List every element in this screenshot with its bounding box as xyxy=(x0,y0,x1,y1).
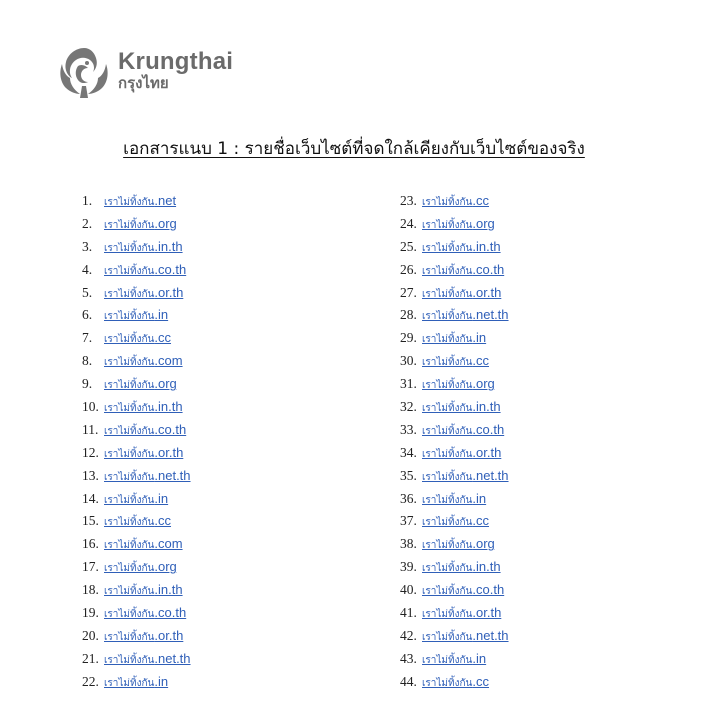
domain-extension: .org xyxy=(154,215,177,231)
list-item-number: 21. xyxy=(82,650,99,666)
list-item xyxy=(82,556,191,579)
domain-extension: .or.th xyxy=(472,605,502,621)
domain-name: เราไม่ทิ้งกัน xyxy=(104,242,155,254)
domain-extension: .or.th xyxy=(472,444,502,460)
list-item xyxy=(400,488,509,511)
list-item xyxy=(400,510,509,533)
domain-link[interactable] xyxy=(422,556,501,579)
domain-extension: .org xyxy=(472,215,495,231)
domain-link[interactable] xyxy=(422,465,509,488)
list-item-number: 11. xyxy=(82,421,99,437)
domain-name: เราไม่ทิ้งกัน xyxy=(104,563,155,575)
list-item xyxy=(400,579,509,602)
domain-name: เราไม่ทิ้งกัน xyxy=(422,631,473,643)
domain-link[interactable] xyxy=(104,510,171,533)
domain-link[interactable] xyxy=(422,396,501,419)
list-item-number: 25. xyxy=(400,238,417,254)
domain-link[interactable] xyxy=(104,213,177,236)
list-item-number: 33. xyxy=(400,421,417,437)
list-item xyxy=(400,282,509,305)
domain-name: เราไม่ทิ้งกัน xyxy=(422,471,473,483)
list-item xyxy=(400,465,509,488)
domain-name: เราไม่ทิ้งกัน xyxy=(422,494,473,506)
domain-name: เราไม่ทิ้งกัน xyxy=(104,471,155,483)
domain-link[interactable] xyxy=(422,533,495,556)
list-item xyxy=(82,350,191,373)
domain-name: เราไม่ทิ้งกัน xyxy=(422,357,473,369)
domain-extension: .in.th xyxy=(154,582,183,598)
list-item-number: 1. xyxy=(82,193,93,208)
list-item xyxy=(82,533,191,556)
domain-link[interactable] xyxy=(104,556,177,579)
domain-name: เราไม่ทิ้งกัน xyxy=(104,586,155,598)
list-item xyxy=(82,327,191,350)
domain-link[interactable] xyxy=(104,579,183,602)
list-item-number: 35. xyxy=(400,467,417,483)
list-item xyxy=(82,419,191,442)
logo-thai-text: กรุงไทย xyxy=(118,75,169,92)
list-item-number: 5. xyxy=(82,284,93,300)
domain-extension: .org xyxy=(154,376,177,392)
domain-link[interactable] xyxy=(422,419,504,442)
domain-link[interactable] xyxy=(422,213,495,236)
logo-english-text: Krungthai xyxy=(118,48,234,75)
domain-link[interactable] xyxy=(104,327,171,350)
domain-extension: .or.th xyxy=(154,284,184,300)
domain-link[interactable] xyxy=(104,671,168,694)
domain-link[interactable] xyxy=(422,190,489,213)
list-item xyxy=(82,236,191,259)
domain-name: เราไม่ทิ้งกัน xyxy=(104,265,155,277)
domain-link[interactable] xyxy=(422,579,504,602)
domain-extension: .in xyxy=(472,490,487,506)
list-item xyxy=(400,213,509,236)
list-item-number: 13. xyxy=(82,467,99,483)
list-item xyxy=(400,442,509,465)
list-item xyxy=(82,396,191,419)
list-item xyxy=(400,648,509,671)
list-item-number: 2. xyxy=(82,215,93,231)
list-item-number: 27. xyxy=(400,284,417,300)
list-item-number: 16. xyxy=(82,536,99,552)
domain-extension: .co.th xyxy=(472,582,505,598)
list-item xyxy=(400,671,509,694)
domain-extension: .co.th xyxy=(472,261,505,277)
list-item-number: 30. xyxy=(400,353,417,369)
list-item-number: 18. xyxy=(82,582,99,598)
list-item-number: 23. xyxy=(400,193,417,208)
domain-name: เราไม่ทิ้งกัน xyxy=(422,448,473,460)
domain-link[interactable] xyxy=(422,282,501,305)
domain-extension: .in xyxy=(154,307,169,323)
list-item-number: 12. xyxy=(82,444,99,460)
domain-extension: .cc xyxy=(154,513,172,529)
domain-extension: .co.th xyxy=(154,605,187,621)
domain-link[interactable] xyxy=(104,533,183,556)
domain-extension: .com xyxy=(154,353,183,369)
list-item-number: 15. xyxy=(82,513,99,529)
domain-extension: .cc xyxy=(472,353,490,369)
list-item xyxy=(82,510,191,533)
domain-name: เราไม่ทิ้งกัน xyxy=(422,219,473,231)
domain-extension: .co.th xyxy=(154,261,187,277)
list-item xyxy=(400,327,509,350)
list-item-number: 10. xyxy=(82,399,99,415)
document-title: เอกสารแนบ 1 : รายชื่อเว็บไซต์ที่จดใกล้เคียงกับเว็บไซต์ของจริง xyxy=(123,139,585,159)
domain-name: เราไม่ทิ้งกัน xyxy=(422,265,473,277)
list-item-number: 31. xyxy=(400,376,417,392)
list-item-number: 43. xyxy=(400,650,417,666)
domain-link[interactable] xyxy=(422,259,504,282)
domain-extension: .cc xyxy=(472,193,490,208)
list-item xyxy=(400,556,509,579)
domain-extension: .in xyxy=(472,330,487,346)
list-item-number: 19. xyxy=(82,605,99,621)
domain-extension: .in.th xyxy=(154,238,183,254)
list-item-number: 32. xyxy=(400,399,417,415)
list-item xyxy=(82,282,191,305)
domain-link[interactable] xyxy=(104,625,183,648)
domain-name: เราไม่ทิ้งกัน xyxy=(422,517,473,529)
garuda-bird-icon xyxy=(58,42,110,100)
domain-name: เราไม่ทิ้งกัน xyxy=(422,197,473,208)
domain-link[interactable] xyxy=(104,465,191,488)
list-item-number: 39. xyxy=(400,559,417,575)
list-item-number: 7. xyxy=(82,330,93,346)
domain-link[interactable] xyxy=(104,236,183,259)
domain-link[interactable] xyxy=(104,350,183,373)
domain-extension: .org xyxy=(472,376,495,392)
domain-name: เราไม่ทิ้งกัน xyxy=(104,380,155,392)
domain-link[interactable] xyxy=(422,373,495,396)
list-item-number: 4. xyxy=(82,261,93,277)
list-item-number: 9. xyxy=(82,376,93,392)
domain-link[interactable] xyxy=(422,602,501,625)
domain-name: เราไม่ทิ้งกัน xyxy=(422,334,473,346)
domain-list-left xyxy=(82,190,191,694)
list-item xyxy=(400,602,509,625)
domain-extension: .co.th xyxy=(472,421,505,437)
list-item-number: 6. xyxy=(82,307,93,323)
domain-name: เราไม่ทิ้งกัน xyxy=(104,425,155,437)
list-item xyxy=(400,533,509,556)
domain-extension: .cc xyxy=(472,673,490,689)
domain-extension: .in.th xyxy=(154,399,183,415)
domain-name: เราไม่ทิ้งกัน xyxy=(104,517,155,529)
domain-name: เราไม่ทิ้งกัน xyxy=(422,380,473,392)
domain-extension: .cc xyxy=(472,513,490,529)
list-item-number: 20. xyxy=(82,627,99,643)
list-item xyxy=(82,213,191,236)
list-item xyxy=(82,579,191,602)
list-item-number: 40. xyxy=(400,582,417,598)
domain-link[interactable] xyxy=(104,419,186,442)
list-item xyxy=(82,648,191,671)
list-item-number: 29. xyxy=(400,330,417,346)
domain-link[interactable] xyxy=(104,602,186,625)
list-item xyxy=(82,442,191,465)
domain-name: เราไม่ทิ้งกัน xyxy=(422,288,473,300)
list-item-number: 38. xyxy=(400,536,417,552)
domain-name: เราไม่ทิ้งกัน xyxy=(422,677,473,689)
list-item-number: 37. xyxy=(400,513,417,529)
logo-wordmark xyxy=(118,49,233,93)
domain-name: เราไม่ทิ้งกัน xyxy=(422,403,473,415)
list-item xyxy=(82,625,191,648)
domain-link[interactable] xyxy=(422,350,489,373)
domain-link[interactable] xyxy=(422,442,501,465)
domain-extension: .org xyxy=(472,536,495,552)
domain-link[interactable] xyxy=(104,648,191,671)
domain-name: เราไม่ทิ้งกัน xyxy=(104,631,155,643)
domain-name: เราไม่ทิ้งกัน xyxy=(422,609,473,621)
domain-extension: .net.th xyxy=(472,627,509,643)
krungthai-logo xyxy=(58,42,233,100)
domain-extension: .net.th xyxy=(472,467,509,483)
list-item-number: 26. xyxy=(400,261,417,277)
domain-name: เราไม่ทิ้งกัน xyxy=(422,425,473,437)
domain-link[interactable] xyxy=(422,648,486,671)
domain-name: เราไม่ทิ้งกัน xyxy=(422,540,473,552)
domain-extension: .co.th xyxy=(154,421,187,437)
domain-name: เราไม่ทิ้งกัน xyxy=(104,403,155,415)
domain-link[interactable] xyxy=(422,510,489,533)
domain-extension: .com xyxy=(154,536,183,552)
domain-extension: .net xyxy=(154,193,177,208)
list-item-number: 17. xyxy=(82,559,99,575)
list-item-number: 3. xyxy=(82,238,93,254)
list-item xyxy=(400,419,509,442)
list-item-number: 42. xyxy=(400,627,417,643)
domain-extension: .in xyxy=(472,650,487,666)
domain-name: เราไม่ทิ้งกัน xyxy=(104,448,155,460)
domain-link[interactable] xyxy=(422,488,486,511)
domain-extension: .in.th xyxy=(472,559,501,575)
domain-extension: .org xyxy=(154,559,177,575)
list-item xyxy=(400,625,509,648)
list-item xyxy=(82,190,191,213)
domain-name: เราไม่ทิ้งกัน xyxy=(104,654,155,666)
domain-link[interactable] xyxy=(422,625,509,648)
list-item xyxy=(400,190,509,213)
domain-extension: .in.th xyxy=(472,399,501,415)
list-item xyxy=(82,488,191,511)
domain-link[interactable] xyxy=(422,671,489,694)
domain-name: เราไม่ทิ้งกัน xyxy=(422,654,473,666)
list-item xyxy=(82,465,191,488)
domain-name: เราไม่ทิ้งกัน xyxy=(422,586,473,598)
domain-list-right xyxy=(400,190,509,694)
domain-extension: .in xyxy=(154,490,169,506)
domain-name: เราไม่ทิ้งกัน xyxy=(104,677,155,689)
domain-extension: .or.th xyxy=(472,284,502,300)
domain-name: เราไม่ทิ้งกัน xyxy=(104,494,155,506)
list-item-number: 41. xyxy=(400,605,417,621)
domain-link[interactable] xyxy=(422,236,501,259)
list-item xyxy=(400,396,509,419)
list-item xyxy=(400,373,509,396)
domain-extension: .net.th xyxy=(472,307,509,323)
domain-link[interactable] xyxy=(104,396,183,419)
list-item-number: 14. xyxy=(82,490,99,506)
domain-name: เราไม่ทิ้งกัน xyxy=(422,242,473,254)
list-item xyxy=(400,350,509,373)
domain-link[interactable] xyxy=(422,327,486,350)
list-item-number: 8. xyxy=(82,353,93,369)
domain-extension: .or.th xyxy=(154,627,184,643)
list-item xyxy=(82,304,191,327)
domain-name: เราไม่ทิ้งกัน xyxy=(422,311,473,323)
list-item xyxy=(400,259,509,282)
domain-link[interactable] xyxy=(104,304,168,327)
domain-link[interactable] xyxy=(104,488,168,511)
domain-name: เราไม่ทิ้งกัน xyxy=(422,563,473,575)
list-item xyxy=(400,236,509,259)
domain-extension: .net.th xyxy=(154,650,191,666)
list-item xyxy=(82,671,191,694)
list-item-number: 28. xyxy=(400,307,417,323)
domain-extension: .net.th xyxy=(154,467,191,483)
list-item xyxy=(82,602,191,625)
domain-link[interactable] xyxy=(104,442,183,465)
domain-extension: .or.th xyxy=(154,444,184,460)
domain-extension: .in.th xyxy=(472,238,501,254)
domain-link[interactable] xyxy=(104,282,183,305)
list-item-number: 44. xyxy=(400,673,417,689)
domain-link[interactable] xyxy=(104,373,177,396)
domain-name: เราไม่ทิ้งกัน xyxy=(104,197,155,208)
list-item xyxy=(82,373,191,396)
list-item xyxy=(400,304,509,327)
domain-name: เราไม่ทิ้งกัน xyxy=(104,609,155,621)
list-item-number: 36. xyxy=(400,490,417,506)
list-item xyxy=(82,259,191,282)
list-item-number: 22. xyxy=(82,673,99,689)
domain-name: เราไม่ทิ้งกัน xyxy=(104,311,155,323)
domain-extension: .cc xyxy=(154,330,172,346)
domain-link[interactable] xyxy=(422,304,509,327)
domain-name: เราไม่ทิ้งกัน xyxy=(104,540,155,552)
domain-name: เราไม่ทิ้งกัน xyxy=(104,219,155,231)
domain-name: เราไม่ทิ้งกัน xyxy=(104,288,155,300)
list-item-number: 24. xyxy=(400,215,417,231)
domain-name: เราไม่ทิ้งกัน xyxy=(104,357,155,369)
domain-link[interactable] xyxy=(104,259,186,282)
domain-extension: .in xyxy=(154,673,169,689)
domain-link[interactable] xyxy=(104,190,176,213)
domain-name: เราไม่ทิ้งกัน xyxy=(104,334,155,346)
list-item-number: 34. xyxy=(400,444,417,460)
